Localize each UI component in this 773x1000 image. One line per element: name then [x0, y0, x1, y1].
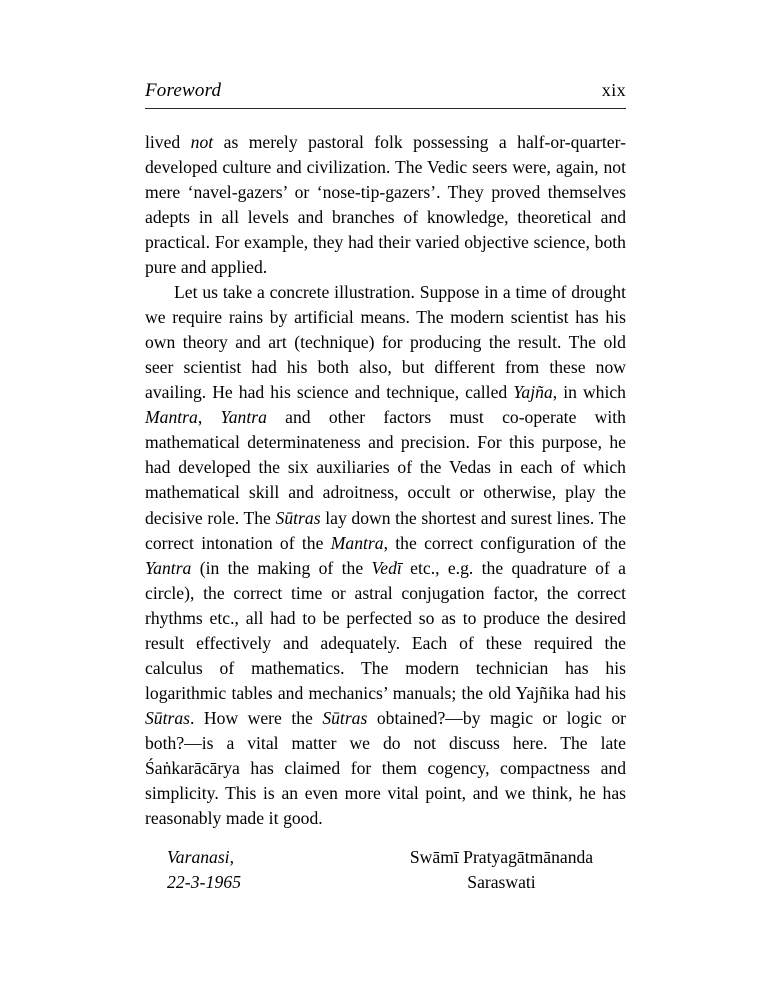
signature-place-date	[145, 845, 377, 895]
signature-block	[145, 845, 626, 895]
text-run: ,	[197, 407, 221, 428]
text-run: Let us take a concrete illustration. Suppose in a time of drought we require rains by artificial means. The modern scientist has his own theory and art (technique) for producing the result. The old seer scientist had his both also, but different from these now availing. He had his science and technique, called	[145, 282, 626, 403]
running-header-title: Foreword	[145, 80, 222, 101]
paragraph-2	[145, 280, 626, 831]
signature-author-line-2: Saraswati	[467, 872, 536, 893]
signature-place: Varanasi,	[167, 847, 234, 868]
text-run: , in which	[552, 382, 626, 403]
text-run: as merely pastoral folk possessing a half-or-quarter-developed culture and civilization. The Vedic seers were, again, not mere ‘navel-gazers’ or ‘nose-tip-gazers’. They proved themselves adepts in all levels and branches of knowledge, theoretical and practical. For example, they had their varied objective science, both pure and applied.	[145, 131, 627, 278]
text-run: and other factors must co-operate with mathematical determinateness and precision. For this purpose, he had developed the six auxiliaries of the Vedas in each of which mathematical skill and adroitness, occult or otherwise, play the decisive role. The	[145, 407, 626, 528]
text-run: , the correct configuration of the	[383, 532, 626, 553]
body-text	[145, 130, 626, 831]
emphasis-vedi: Vedī	[371, 557, 402, 578]
running-header	[145, 80, 626, 108]
text-run: etc., e.g. the quadrature of a circle), the correct time or astral conjugation factor, the correct rhythms etc., all had to be perfected so as to produce the desired result effectively and adequately. Each of these required the calculus of mathematics. The modern technician has his logarithmic tables and mechanics’ manuals; the old Yajñika had his	[145, 557, 626, 703]
emphasis-yantra: Yantra	[220, 407, 267, 428]
text-run: lived	[145, 131, 191, 152]
emphasis-yajna: Yajña	[513, 382, 553, 403]
signature-author-line-1: Swāmī Pratyagātmānanda	[409, 847, 594, 868]
text-run: obtained?—by magic or logic or both?—is a vital matter we do not discuss here. The late Śaṅkarācārya has claimed for them cogency, compactness and simplicity. This is an even more vital point, and we think, he has reasonably made it good.	[145, 707, 627, 829]
page-content	[145, 80, 626, 895]
text-run: lay down the shortest and surest lines. The correct intonation of the	[145, 507, 627, 553]
signature-author	[377, 845, 626, 895]
emphasis-mantra: Mantra	[145, 407, 198, 428]
emphasis-sutras: Sūtras	[145, 707, 191, 728]
emphasis-sutras: Sūtras	[322, 707, 368, 728]
emphasis-not: not	[190, 131, 214, 152]
page-number: xix	[601, 80, 626, 100]
header-divider-rule	[145, 108, 626, 109]
text-run: . How were the	[190, 707, 323, 728]
emphasis-mantra: Mantra	[330, 532, 384, 553]
text-run: (in the making of the	[191, 557, 372, 578]
signature-date: 22-3-1965	[167, 872, 242, 893]
paragraph-1	[145, 130, 626, 280]
emphasis-sutras: Sūtras	[275, 507, 321, 528]
emphasis-yantra: Yantra	[145, 557, 192, 578]
